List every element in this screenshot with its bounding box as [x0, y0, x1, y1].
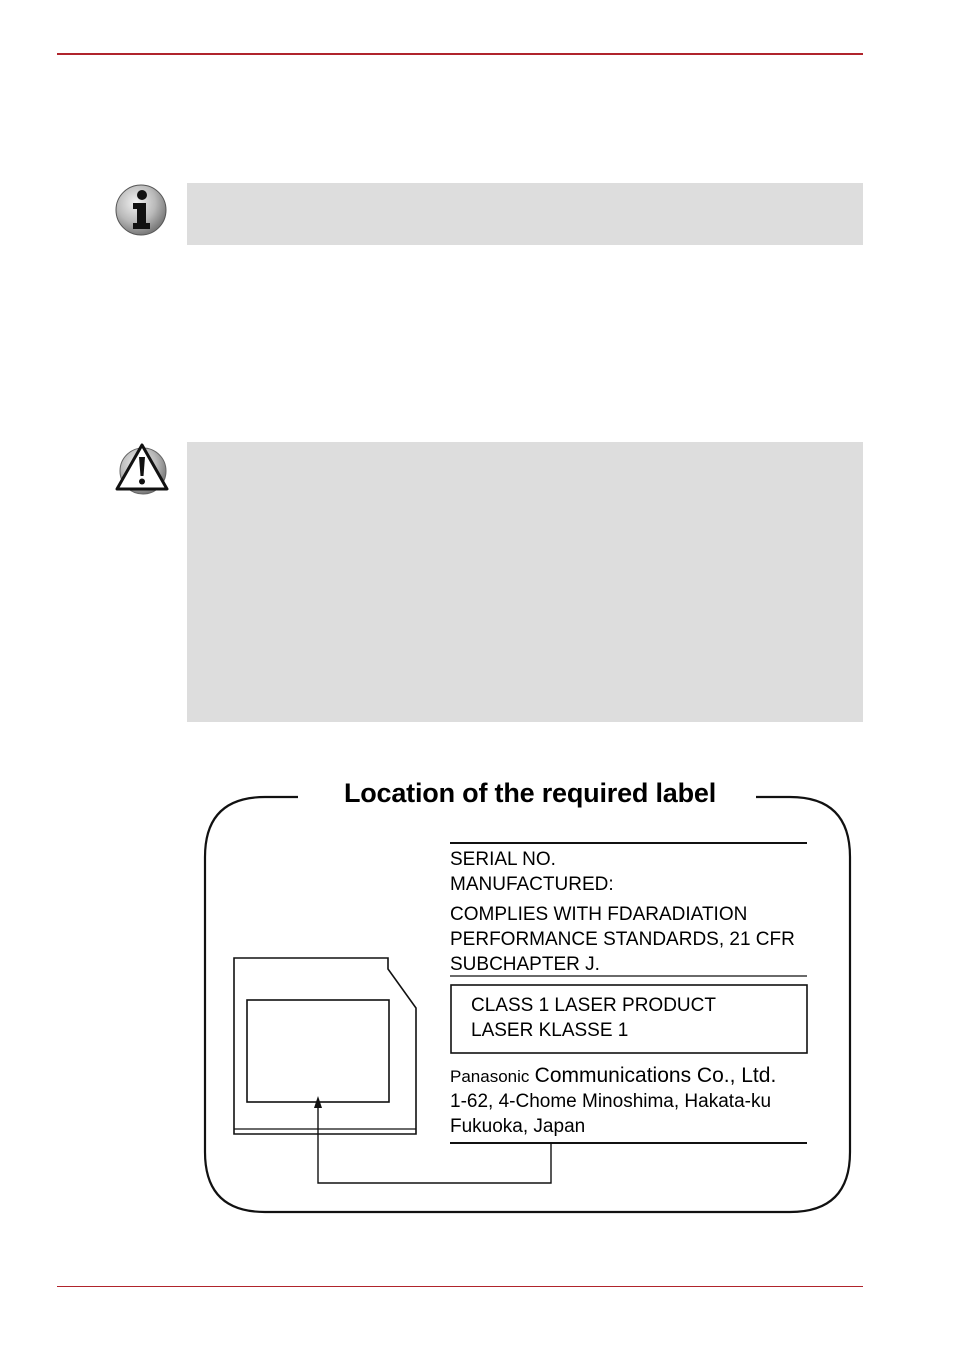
- serial-no-text: SERIAL NO.: [450, 849, 556, 870]
- complies-line-2: PERFORMANCE STANDARDS, 21 CFR: [450, 929, 795, 950]
- info-icon: [114, 183, 168, 237]
- header-rule: [57, 53, 863, 55]
- complies-line-1: COMPLIES WITH FDARADIATION: [450, 904, 748, 925]
- address-line-2: Fukuoka, Japan: [450, 1116, 586, 1137]
- caution-box: [187, 442, 863, 722]
- maker-line: [450, 1063, 776, 1089]
- complies-line-3: SUBCHAPTER J.: [450, 954, 600, 975]
- maker-name: Communications Co., Ltd.: [534, 1064, 777, 1087]
- warning-icon: [114, 441, 170, 497]
- maker-brand: Panasonic: [450, 1067, 530, 1086]
- note-box: [187, 183, 863, 245]
- footer-rule: [57, 1286, 863, 1287]
- class-line-2: LASER KLASSE 1: [471, 1020, 629, 1041]
- manufactured-text: MANUFACTURED:: [450, 874, 614, 895]
- figure-title: Location of the required label: [343, 778, 717, 808]
- label-location-figure: [200, 770, 860, 1220]
- address-line-1: 1-62, 4-Chome Minoshima, Hakata-ku: [450, 1091, 772, 1112]
- class-line-1: CLASS 1 LASER PRODUCT: [471, 995, 716, 1016]
